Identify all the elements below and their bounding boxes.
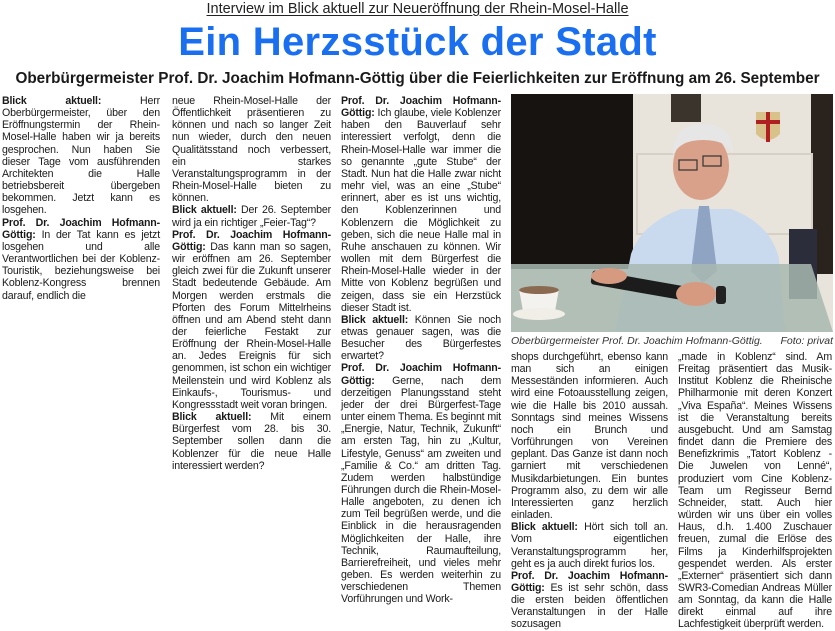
interview-paragraph <box>341 95 501 314</box>
text-column-1 <box>2 95 160 302</box>
speaker-label: Prof. Dr. Joachim Hofmann-Göttig: <box>511 569 668 594</box>
interview-paragraph <box>172 95 331 204</box>
kicker-text: Interview im Blick aktuell zur Neueröffnung der Rhein-Mosel-Halle <box>206 1 629 17</box>
caption-text: Oberbürgermeister Prof. Dr. Joachim Hofmann-Göttig. <box>511 335 763 347</box>
photo-caption <box>511 335 833 347</box>
photo-credit: Foto: privat <box>780 335 833 347</box>
speaker-label: Blick aktuell: <box>341 313 409 326</box>
interview-paragraph <box>2 95 160 217</box>
paragraph-text: Das kann man so sagen, wir eröffnen am 26. September gleich zwei für die Zukunft unserer Stadt bedeutende Gebäude. Am Morgen werden erstmals die Pforten des Forum Mittelrheins öffnen und am Abend steht dann der feierliche Festakt zur Eröffnung der Rhein-Mosel-Halle an. Jedes Ereignis für sich genommen, ist schon ein wichtiger Meilenstein und wird Koblenz als Einkaufs-, Tourismus- und Kongressstadt weit voran bringen. <box>172 240 331 411</box>
interview-paragraph <box>172 204 331 228</box>
interview-paragraph <box>2 217 160 302</box>
article-headline: Ein Herzsstück der Stadt <box>178 20 657 64</box>
article-subheadline: Oberbürgermeister Prof. Dr. Joachim Hofmann-Göttig über die Feierlichkeiten zur Eröffnung am 26. September <box>15 70 820 87</box>
paragraph-text: Mit einem Bürgerfest vom 28. bis 30. September sollen dann die Koblenzer für die neue Halle interessiert werden? <box>172 411 331 472</box>
interview-paragraph <box>678 351 832 631</box>
paragraph-text: Herr Oberbürgermeister, über den Eröffnungstermin der Rhein-Mosel-Halle haben wir ja bereits gesprochen. Nun haben Sie dieser Tage vom ausführenden Architekten die Halle betriebsbereit übergeben bekommen. Jetzt kann es losgehen. <box>2 95 160 217</box>
paragraph-text: neue Rhein-Mosel-Halle der Öffentlichkeit präsentieren zu können und nach so langer Zeit nun wieder, durch den neuen Qualitätsstand noch verbessert, ein starkes Veranstaltungsprogramm in der Rhein-Mosel-Halle bieten zu können. <box>172 95 331 205</box>
mayor-photo <box>511 94 833 332</box>
speaker-label: Blick aktuell: <box>511 521 578 534</box>
paragraph-text: Hört sich toll an. Vom eigentlichen Veranstaltungsprogramm her, geht es ja auch direkt furios los. <box>511 521 668 570</box>
text-column-2 <box>172 95 331 472</box>
paragraph-text: shops durchgeführt, ebenso kann man sich an einigen Messeständen informieren. Auch wird eine Fotoausstellung zeigen, wie die Halle bis 2010 aussah. Sonntags sind meines Wissens noch ein Brunch und Vorführungen von Vereinen geplant. Das Ganze ist dann noch garniert mit verschiedenen Musikdarbietungen. Ein buntes Programm also, zu dem wir alle Interessierten ganz herzlich einladen. <box>511 351 668 522</box>
paragraph-text: Der 26. September wird ja ein richtiger „Feier-Tag“? <box>172 204 331 229</box>
paragraph-text: Gerne, nach dem derzeitigen Planungsstand steht jeder der drei Bürgerfest-Tage unter einem Thema. Es beginnt mit „Energie, Natur, Technik, Zukunft“ am ersten Tag, hin zu „Kultur, Lifestyle, Genuss“ am zweiten und „Familie & Co.“ am dritten Tag. Zudem werden halbstündige Führungen durch die Rhein-Mosel-Halle angeboten, zu denen ich zum Teil begrüßen werde, und die Einblick in die herausragenden Möglichkeiten der Halle, ihre Technik, Raumaufteilung, Barrierefreiheit, und vieles mehr geben. Es werden weiterhin zu verschiedenen Themen Vorführungen und Work- <box>341 374 501 606</box>
text-column-5 <box>678 351 832 631</box>
paragraph-text: Können Sie noch etwas genauer sagen, was die Besucher des Bürgerfestes erwartet? <box>341 313 501 363</box>
text-column-4 <box>511 351 668 631</box>
speaker-label: Blick aktuell: <box>172 411 252 424</box>
text-column-3 <box>341 95 501 606</box>
interview-paragraph <box>172 411 331 472</box>
speaker-label: Blick aktuell: <box>172 204 237 217</box>
article-kicker <box>0 1 835 17</box>
speaker-label: Prof. Dr. Joachim Hofmann-Göttig: <box>341 95 501 120</box>
paragraph-text: In der Tat kann es jetzt losgehen und alle Verantwortlichen bei der Koblenz-Touristik, beziehungsweise bei Koblenz-Kongress brennen darauf, endlich die <box>2 228 160 302</box>
speaker-label: Prof. Dr. Joachim Hofmann-Göttig: <box>2 216 160 241</box>
paragraph-text: Ich glaube, viele Koblenzer haben den Bauverlauf sehr interessiert verfolgt, denn die Rhein-Mosel-Halle war immer die so genannte „gute Stube“ der Stadt. Nun hat die Halle zwar nicht mehr viel, was an eine „Stube“ erinnert, aber es ist uns wichtig, den Koblenzerinnen und Koblenzern die Möglichkeit zu geben, sich die neue Halle mal in Ruhe anschauen zu können. Wir wollen mit dem Bürgerfest die Rhein-Mosel-Halle wieder in der Mitte von Koblenz begrüßen und zeigen, dass sie ein Herzstück dieser Stadt ist. <box>341 107 501 314</box>
paragraph-text: Es ist sehr schön, dass die ersten beiden öffentlichen Veranstaltungen in der Halle sozusagen <box>511 581 668 631</box>
interview-paragraph <box>341 314 501 363</box>
interview-paragraph <box>172 229 331 411</box>
speaker-label: Blick aktuell: <box>2 95 102 107</box>
paragraph-text: „made in Koblenz“ sind. Am Freitag präsentiert das Musik-Institut Koblenz die Rheinische Philharmonie mit deren Konzert „Viva España“. Meines Wissens ist die Veranstaltung bereits ausgebucht. Und am Samstag findet dann die Premiere des Benefizkrimis „Tatort Koblenz - Die Juwelen von Lenné“, produziert vom Cine Koblenz-Team um Regisseur Bernd Schneider, statt. Auch hier würden wir uns über ein volles Haus, d.h. 1.400 Zuschauer freuen, zumal die Erlöse des Films ja Kinderhilfsprojekten gespendet werden. Als erster „Externer“ präsentiert sich dann SWR3-Comedian Andreas Müller am Sonntag, da kann die Halle direkt einmal auf ihre Lachfestigkeit überprüft werden. <box>678 351 832 631</box>
speaker-label: Prof. Dr. Joachim Hofmann-Göttig: <box>341 362 501 387</box>
interview-paragraph <box>511 521 668 570</box>
speaker-label: Prof. Dr. Joachim Hofmann-Göttig: <box>172 228 331 253</box>
interview-paragraph <box>341 362 501 605</box>
interview-paragraph <box>511 351 668 521</box>
interview-paragraph <box>511 570 668 631</box>
